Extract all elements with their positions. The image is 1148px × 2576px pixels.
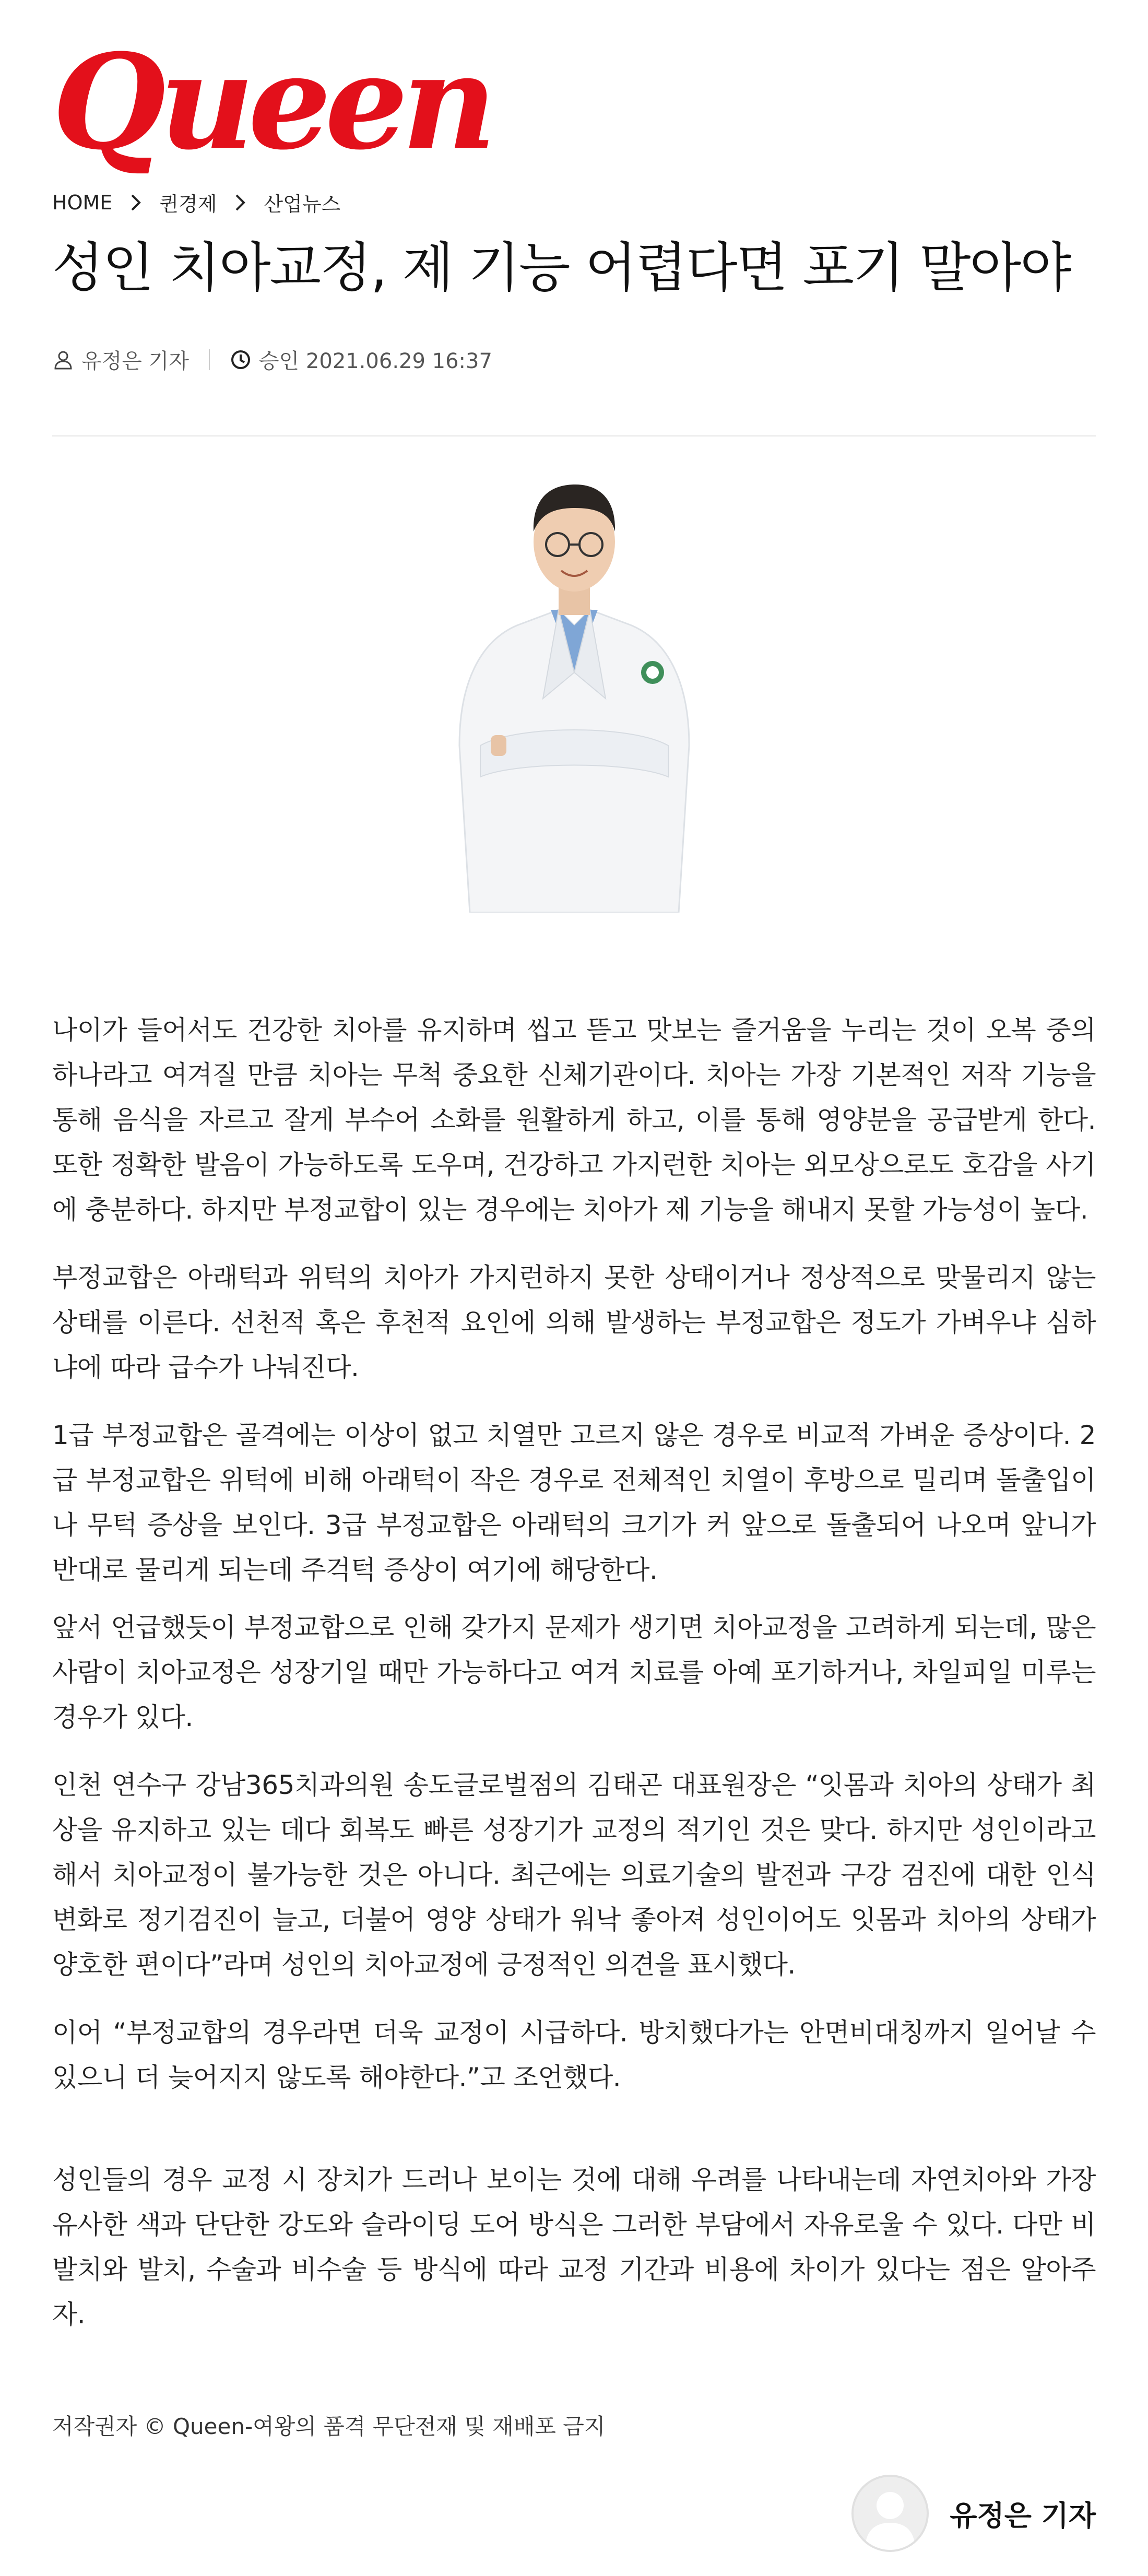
article-paragraph: 성인들의 경우 교정 시 장치가 드러나 보이는 것에 대해 우려를 나타내는데 자연치아와 가장 유사한 색과 단단한 강도와 슬라이딩 도어 방식은 그러한 부담에서 자유로울 수 있다. 다만 비발치와 발치, 수술과 비수술 등 방식에 따라 교정 기간과 비용에 차이가 있다는 점은 알아주자. [52,2165,1096,2330]
article-paragraph: 1급 부정교합은 골격에는 이상이 없고 치열만 고르지 않은 경우로 비교적 가벼운 증상이다. 2급 부정교합은 위턱에 비해 아래턱이 작은 경우로 전체적인 치열이 후방으로 밀리며 돌출입이나 무턱 증상을 보인다. 3급 부정교합은 아래턱의 크기가 커 앞으로 돌출되어 나오며 앞니가 반대로 물리게 되는데 주걱턱 증상이 여기에 해당한다. [52,1420,1096,1585]
reporter-byline [851,2475,1096,2552]
article-body [52,1008,1096,2337]
copyright-notice: 저작권자 © Queen-여왕의 품격 무단전재 및 재배포 금지 [52,2414,606,2439]
article-paragraph: 부정교합은 아래턱과 위턱의 치아가 가지런하지 못한 상태이거나 정상적으로 맞물리지 않는 상태를 이른다. 선천적 혹은 후천적 요인에 의해 발생하는 부정교합은 정도가 가벼우냐 심하냐에 따라 급수가 나눠진다. [52,1262,1096,1382]
clock-icon [230,349,252,371]
article-paragraph: 나이가 들어서도 건강한 치아를 유지하며 씹고 뜯고 맛보는 즐거움을 누리는 것이 오복 중의 하나라고 여겨질 만큼 치아는 무척 중요한 신체기관이다. 치아는 가장 기본적인 저작 기능을 통해 음식을 자르고 잘게 부수어 소화를 원활하게 하고, 이를 통해 영양분을 공급받게 한다. 또한 정확한 발음이 가능하도록 도우며, 건강하고 가지런한 치아는 외모상으로도 호감을 사기에 충분하다. 하지만 부정교합이 있는 경우에는 치아가 제 기능을 해내지 못할 가능성이 높다. [52,1015,1096,1225]
doctor-photo [439,453,710,913]
chevron-right-icon [217,193,264,212]
breadcrumb-section[interactable]: 퀸경제 [159,193,217,216]
article-paragraph: 인천 연수구 강남365치과의원 송도글로벌점의 김태곤 대표원장은 “잇몸과 치아의 상태가 최상을 유지하고 있는 데다 회복도 빠른 성장기가 교정의 적기인 것은 맞다. 하지만 성인이라고 해서 치아교정이 불가능한 것은 아니다. 최근에는 의료기술의 발전과 구강 검진에 대한 인식 변화로 정기검진이 늘고, 더불어 영양 상태가 워낙 좋아져 성인이어도 잇몸과 치아의 상태가 양호한 편이다”라며 성인의 치아교정에 긍정적인 의견을 표시했다. [52,1770,1096,1980]
byline-reporter-name[interactable]: 유정은 기자 [950,2499,1096,2532]
article-paragraph: 이어 “부정교합의 경우라면 더욱 교정이 시급하다. 방치했다가는 안면비대칭까지 일어날 수 있으니 더 늦어지지 않도록 해야한다.”고 조언했다. [52,2017,1096,2093]
avatar-placeholder-icon [854,2477,927,2550]
user-icon [52,349,74,371]
site-logo[interactable]: Queen [52,25,491,179]
breadcrumb [52,188,340,217]
article-title: 성인 치아교정, 제 기능 어렵다면 포기 말아야 [52,237,1071,299]
meta-divider [209,349,210,370]
header-divider [52,435,1096,436]
approved-datetime: 승인 2021.06.29 16:37 [258,349,492,373]
chevron-right-icon [112,193,159,212]
breadcrumb-category[interactable]: 산업뉴스 [264,193,341,216]
breadcrumb-home[interactable]: HOME [52,191,113,214]
article-paragraph: 앞서 언급했듯이 부정교합으로 인해 갖가지 문제가 생기면 치아교정을 고려하게 되는데, 많은 사람이 치아교정은 성장기일 때만 가능하다고 여겨 치료를 아예 포기하거나, 차일피일 미루는 경우가 있다. [52,1612,1096,1732]
reporter-name[interactable]: 유정은 기자 [81,349,189,373]
avatar[interactable] [851,2475,929,2552]
article-meta [52,345,492,374]
